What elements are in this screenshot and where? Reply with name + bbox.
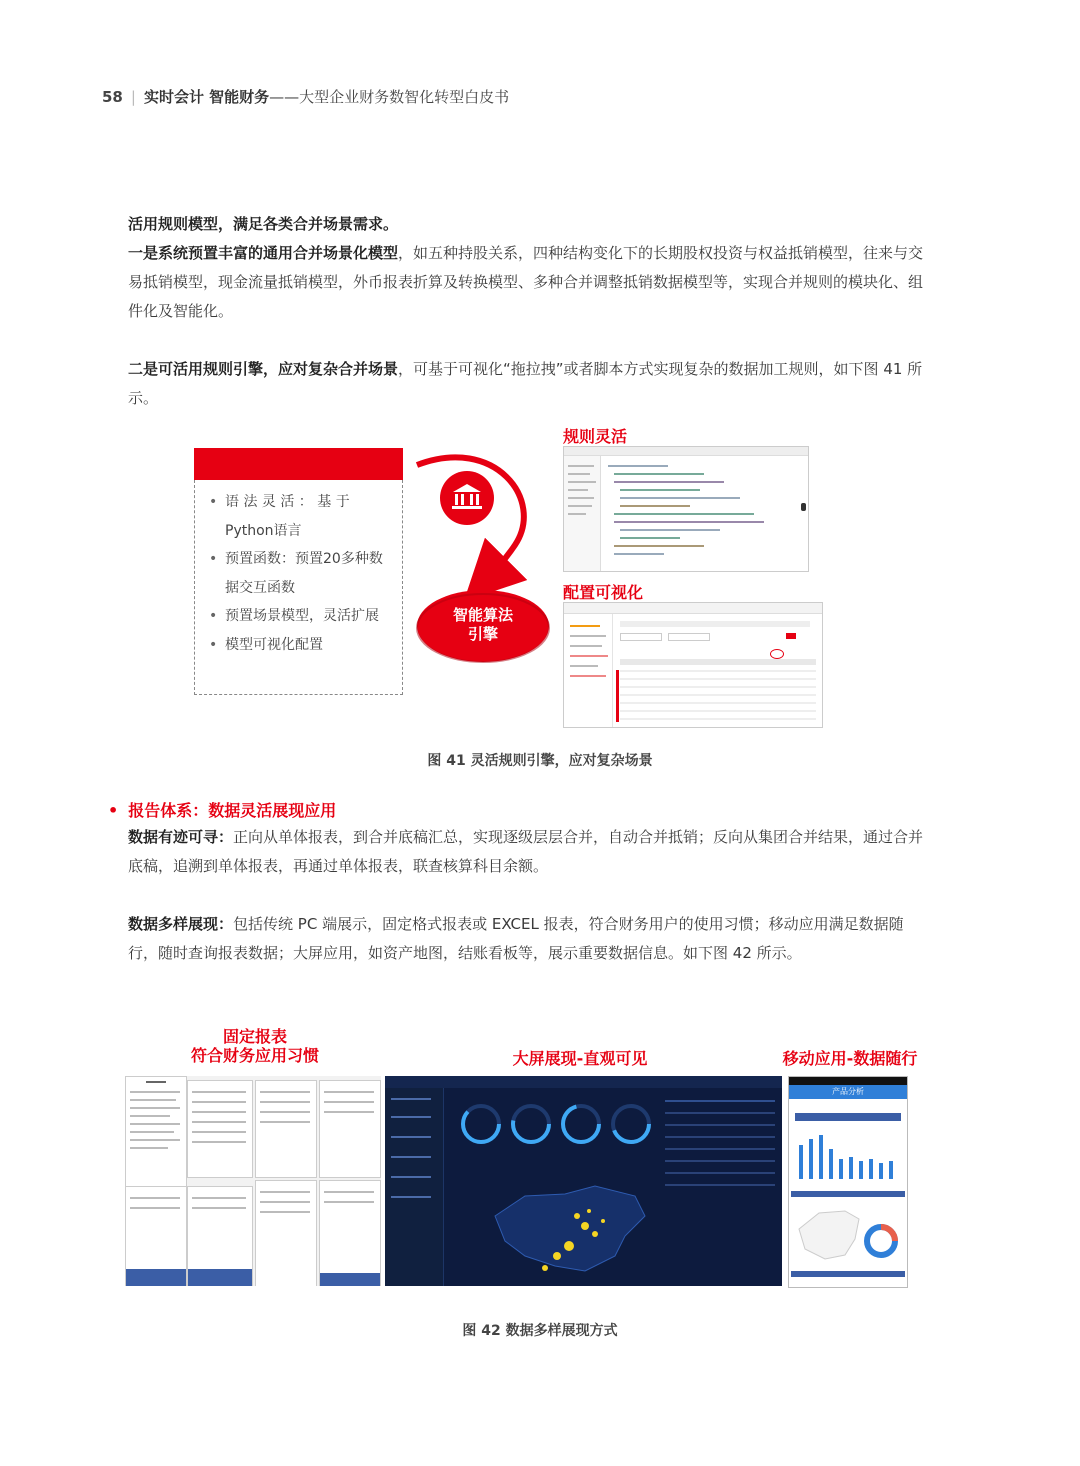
p2-rest: 包括传统 PC 端展示，固定格式报表或 EXCEL 报表，符合财务用户的使用习惯；移动应用满足数据随行，随时查询报表数据；大屏应用，如资产地图，结账看板等，展示重要数据信息。如下图 42 所示。 <box>128 915 904 962</box>
dashboard-table <box>665 1100 775 1200</box>
p2-bold: 数据多样展现： <box>128 915 234 933</box>
section2-bullet <box>108 798 336 821</box>
header-separator: | <box>130 88 136 106</box>
label-rules-flexible: 规则灵活 <box>563 427 628 446</box>
feature-item: • 模型可视化配置 <box>209 631 386 660</box>
section2-para2 <box>128 910 928 968</box>
config-ui-screenshot <box>563 602 823 728</box>
figure41-caption: 图 41 灵活规则引擎，应对复杂场景 <box>427 753 653 769</box>
page-header <box>102 86 509 107</box>
label-mobile: 移动应用-数据随行 <box>782 1049 918 1068</box>
header-title-bold: 实时会计 智能财务 <box>143 88 270 106</box>
fixed-reports-collage <box>125 1076 381 1286</box>
figure41-red-bar <box>194 448 403 480</box>
section2-para1 <box>128 823 928 881</box>
engine-label-line2: 引擎 <box>467 625 498 643</box>
page-number: 58 <box>102 88 123 106</box>
report-sheet <box>187 1080 253 1178</box>
label-fixed-line1: 固定报表 <box>222 1027 287 1046</box>
label-config-visual: 配置可视化 <box>563 583 644 602</box>
label-fixed-line2: 符合财务应用习惯 <box>190 1046 319 1065</box>
section1-heading <box>128 210 928 239</box>
bullet-dot: • <box>108 801 119 820</box>
report-sheet <box>319 1080 381 1178</box>
gauge-row <box>451 1100 651 1150</box>
para1-bold: 一是系统预置丰富的通用合并场景化模型 <box>128 244 399 262</box>
header-title-rest: ——大型企业财务数智化转型白皮书 <box>269 88 510 106</box>
report-sheet <box>125 1186 187 1286</box>
report-sheet <box>255 1180 317 1286</box>
report-sheet <box>255 1080 317 1178</box>
bank-icon <box>440 471 494 525</box>
label-fixed-report <box>150 1027 360 1065</box>
mobile-bar-chart <box>789 1109 907 1189</box>
section1-para1 <box>128 239 928 326</box>
big-screen-dashboard <box>385 1076 782 1286</box>
engine-label-line1: 智能算法 <box>452 606 513 624</box>
feature-item: • 语 法 灵 活 ： 基 于 Python语言 <box>209 488 386 545</box>
report-sheet <box>187 1186 253 1286</box>
feature-item: • 预置函数：预置20多种数据交互函数 <box>209 545 386 602</box>
mobile-map-donut <box>789 1189 907 1279</box>
section2-title: 报告体系：数据灵活展现应用 <box>128 801 337 820</box>
mobile-title: 产品分析 <box>789 1085 907 1099</box>
report-sheet <box>319 1180 381 1286</box>
mobile-app-screenshot <box>788 1076 908 1288</box>
para1-rest: ，如五种持股关系，四种结构变化下的长期股权投资与权益抵销模型，往来与交易抵销模型，现金流量抵销模型，外币报表折算及转换模型、多种合并调整抵销数据模型等，实现合并规则的模块化、组件化及智能化。 <box>128 244 924 320</box>
figure41-feature-box <box>194 480 403 695</box>
para2-bold: 二是可活用规则引擎，应对复杂合并场景 <box>128 360 399 378</box>
engine-label <box>415 606 551 644</box>
code-editor-screenshot <box>563 446 809 572</box>
feature-item: • 预置场景模型，灵活扩展 <box>209 602 386 631</box>
para2-rest: ，可基于可视化“拖拉拽”或者脚本方式实现复杂的数据加工规则，如下图 41 所示。 <box>128 360 923 407</box>
section1-para2 <box>128 355 928 413</box>
p1-bold: 数据有迹可寻： <box>128 828 234 846</box>
china-map <box>485 1176 655 1281</box>
label-big-screen: 大屏展现-直观可见 <box>512 1049 648 1068</box>
figure42-caption: 图 42 数据多样展现方式 <box>462 1323 618 1339</box>
section1-heading-text: 活用规则模型，满足各类合并场景需求。 <box>128 215 399 233</box>
p1-rest: 正向从单体报表，到合并底稿汇总，实现逐级层层合并，自动合并抵销；反向从集团合并结果，通过合并底稿，追溯到单体报表，再通过单体报表，联查核算科目余额。 <box>128 828 924 875</box>
